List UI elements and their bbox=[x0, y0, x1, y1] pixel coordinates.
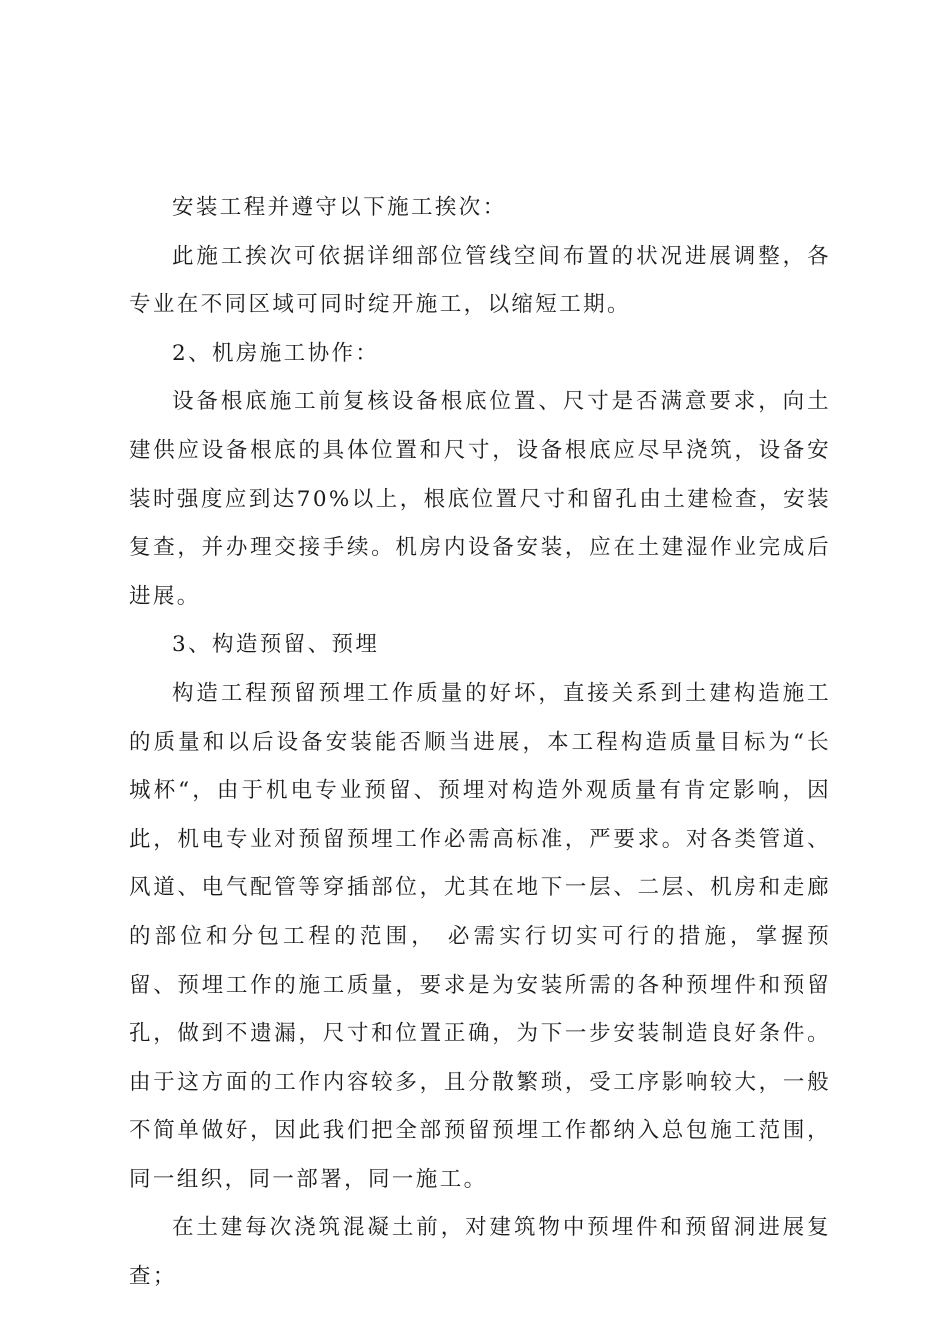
paragraph-pre-pour-check: 在土建每次浇筑混凝土前，对建筑物中预埋件和预留洞进展复查； bbox=[129, 1215, 831, 1290]
document-body bbox=[129, 184, 831, 1302]
paragraph-sequence-adjustment: 此施工挨次可依据详细部位管线空间布置的状况进展调整，各专业在不同区域可同时绽开施工，以缩短工期。 bbox=[129, 243, 831, 318]
paragraph-reservation-quality: 构造工程预留预埋工作质量的好坏，直接关系到土建构造施工的质量和以后设备安装能否顺当进展，本工程构造质量目标为“长城杯“，由于机电专业预留、预埋对构造外观质量有肯定影响，因此，机电专业对预留预埋工作必需高标准，严要求。对各类管道、风道、电气配管等穿插部位，尤其在地下一层、二层、机房和走廊的部位和分包工程的范围， 必需实行切实可行的措施，掌握预留、预埋工作的施工质量，要求是为安装所需的各种预埋件和预留孔，做到不遗漏，尺寸和位置正确，为下一步安装制造良好条件。由于这方面的工作内容较多，且分散繁琐，受工序影响较大，一般不简单做好，因此我们把全部预留预埋工作都纳入总包施工范围，同一组织，同一部署，同一施工。 bbox=[129, 680, 831, 1192]
heading-machine-room-coordination: 2、机房施工协作： bbox=[172, 340, 380, 366]
heading-structural-reservation: 3、构造预留、预埋 bbox=[172, 632, 380, 658]
paragraph-installation-sequence-intro: 安装工程并遵守以下施工挨次： bbox=[172, 195, 507, 220]
paragraph-equipment-foundation: 设备根底施工前复核设备根底位置、尺寸是否满意要求，向土建供应设备根底的具体位置和尺寸，设备根底应尽早浇筑，设备安装时强度应到达70%以上，根底位置尺寸和留孔由土建检查，安装复查，并办理交接手续。机房内设备安装，应在土建湿作业完成后进展。 bbox=[129, 389, 831, 609]
